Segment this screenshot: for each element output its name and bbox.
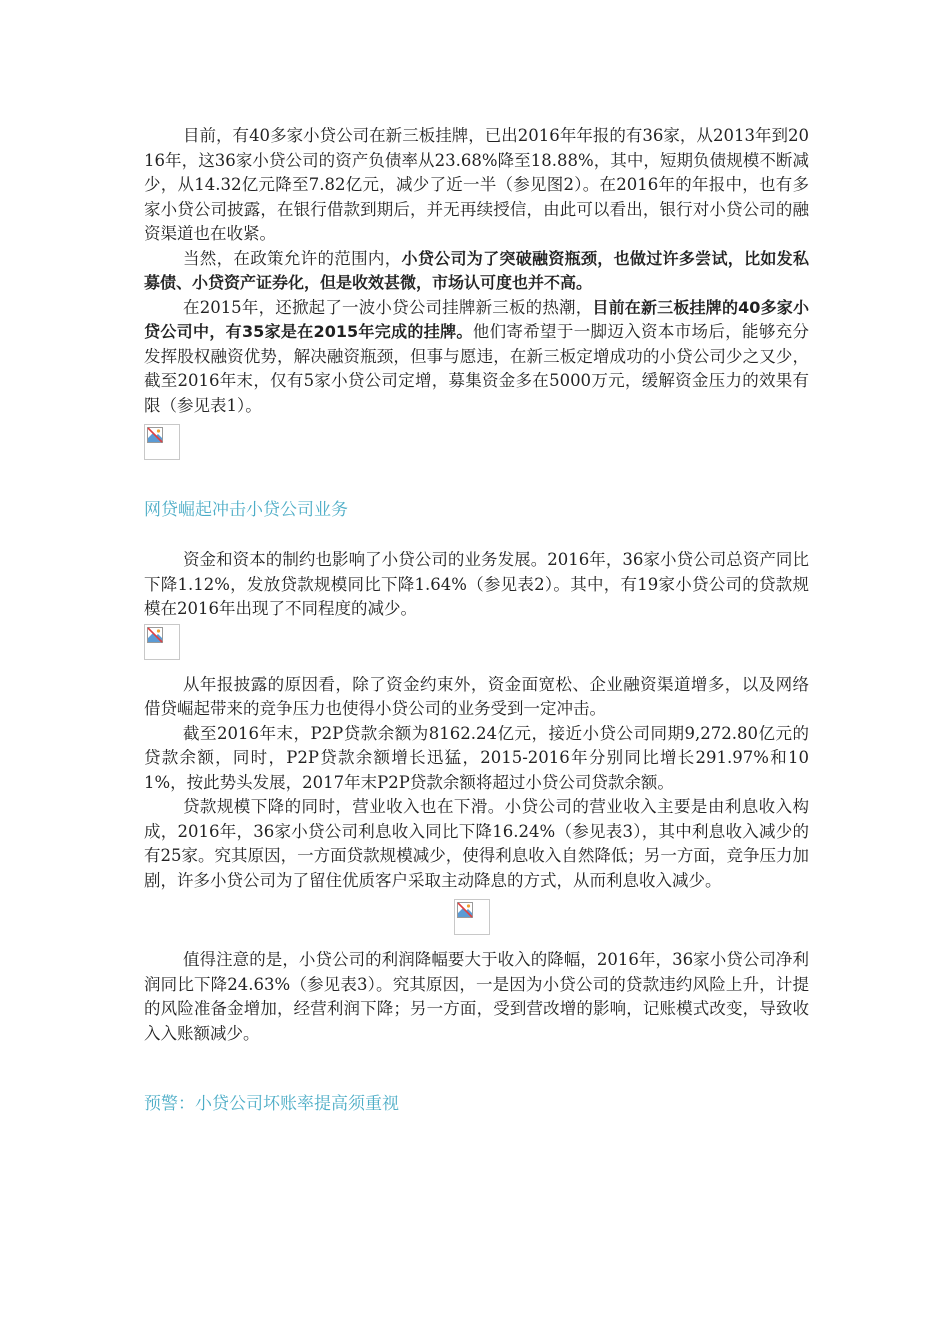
broken-image-icon <box>147 427 163 443</box>
paragraph-profit-decline: 值得注意的是，小贷公司的利润降幅要大于收入的降幅，2016年，36家小贷公司净利润同比下降24.63%（参见表3）。究其原因，一是因为小贷公司的贷款违约风险上升，计提的风险准备金增加，经营利润下降；另一方面，受到营改增的影响，记账模式改变，导致收入入账额减少。 <box>144 950 809 1043</box>
paragraph-p2p-balance: 截至2016年末，P2P贷款余额为8162.24亿元，接近小贷公司同期9,272.80亿元的贷款余额，同时，P2P贷款余额增长迅猛，2015-2016年分别同比增长291.97%和101%，按此势头发展，2017年末P2P贷款余额将超过小贷公司贷款余额。 <box>144 723 809 792</box>
section-heading-online-lending: 网贷崛起冲击小贷公司业务 <box>144 500 348 520</box>
table-2-image <box>144 624 180 660</box>
paragraph-neeq-listing-rest: 他们寄希望于一脚迈入资本市场后，能够充分发挥股权融资优势，解决融资瓶颈，但事与愿违，在新三板定增成功的小贷公司少之又少，截至2016年末，仅有5家小贷公司定增，募集资金多在5000万元，缓解资金压力的效果有限（参见表1）。 <box>144 322 809 415</box>
paragraph-business-development: 资金和资本的制约也影响了小贷公司的业务发展。2016年，36家小贷公司总资产同比下降1.12%，发放贷款规模同比下降1.64%（参见表2）。其中，有19家小贷公司的贷款规模在2016年出现了不同程度的减少。 <box>144 550 809 618</box>
section-heading-bad-debt-warning: 预警：小贷公司坏账率提高须重视 <box>144 1094 399 1114</box>
paragraph-financing-attempts-intro: 当然，在政策允许的范围内， <box>183 248 402 268</box>
paragraph-neeq-listing <box>144 296 809 419</box>
paragraph-annual-report-reasons: 从年报披露的原因看，除了资金约束外，资金面宽松、企业融资渠道增多，以及网络借贷崛起带来的竞争压力也使得小贷公司的业务受到一定冲击。 <box>144 674 809 718</box>
paragraph-revenue-decline: 贷款规模下降的同时，营业收入也在下滑。小贷公司的营业收入主要是由利息收入构成，2016年，36家小贷公司利息收入同比下降16.24%（参见表3），其中利息收入减少的有25家。究其原因，一方面贷款规模减少，使得利息收入自然降低；另一方面，竞争压力加剧，许多小贷公司为了留住优质客户采取主动降息的方式，从而利息收入减少。 <box>144 797 809 890</box>
paragraph-debt-ratio: 目前，有40多家小贷公司在新三板挂牌，已出2016年年报的有36家，从2013年到2016年，这36家小贷公司的资产负债率从23.68%降至18.88%，其中，短期负债规模不断减少，从14.32亿元降至7.82亿元，减少了近一半（参见图2）。在2016年的年报中，也有多家小贷公司披露，在银行借款到期后，并无再续授信，由此可以看出，银行对小贷公司的融资渠道也在收紧。 <box>144 126 809 243</box>
table-1-image <box>144 424 180 460</box>
paragraph-neeq-listing-intro: 在2015年，还掀起了一波小贷公司挂牌新三板的热潮， <box>183 297 593 317</box>
paragraph-financing-attempts-emphasis: 小贷公司为了突破融资瓶颈，也做过许多尝试，比如发私募债、小贷资产证券化，但是收效甚微，市场认可度也并不高。 <box>144 248 809 292</box>
table-3-image <box>454 899 490 935</box>
broken-image-icon <box>457 902 473 918</box>
broken-image-icon <box>147 627 163 643</box>
document-body <box>144 124 809 1116</box>
paragraph-financing-attempts <box>144 247 809 296</box>
paragraph-neeq-listing-emphasis: 目前在新三板挂牌的40多家小贷公司中，有35家是在2015年完成的挂牌。 <box>144 297 809 341</box>
